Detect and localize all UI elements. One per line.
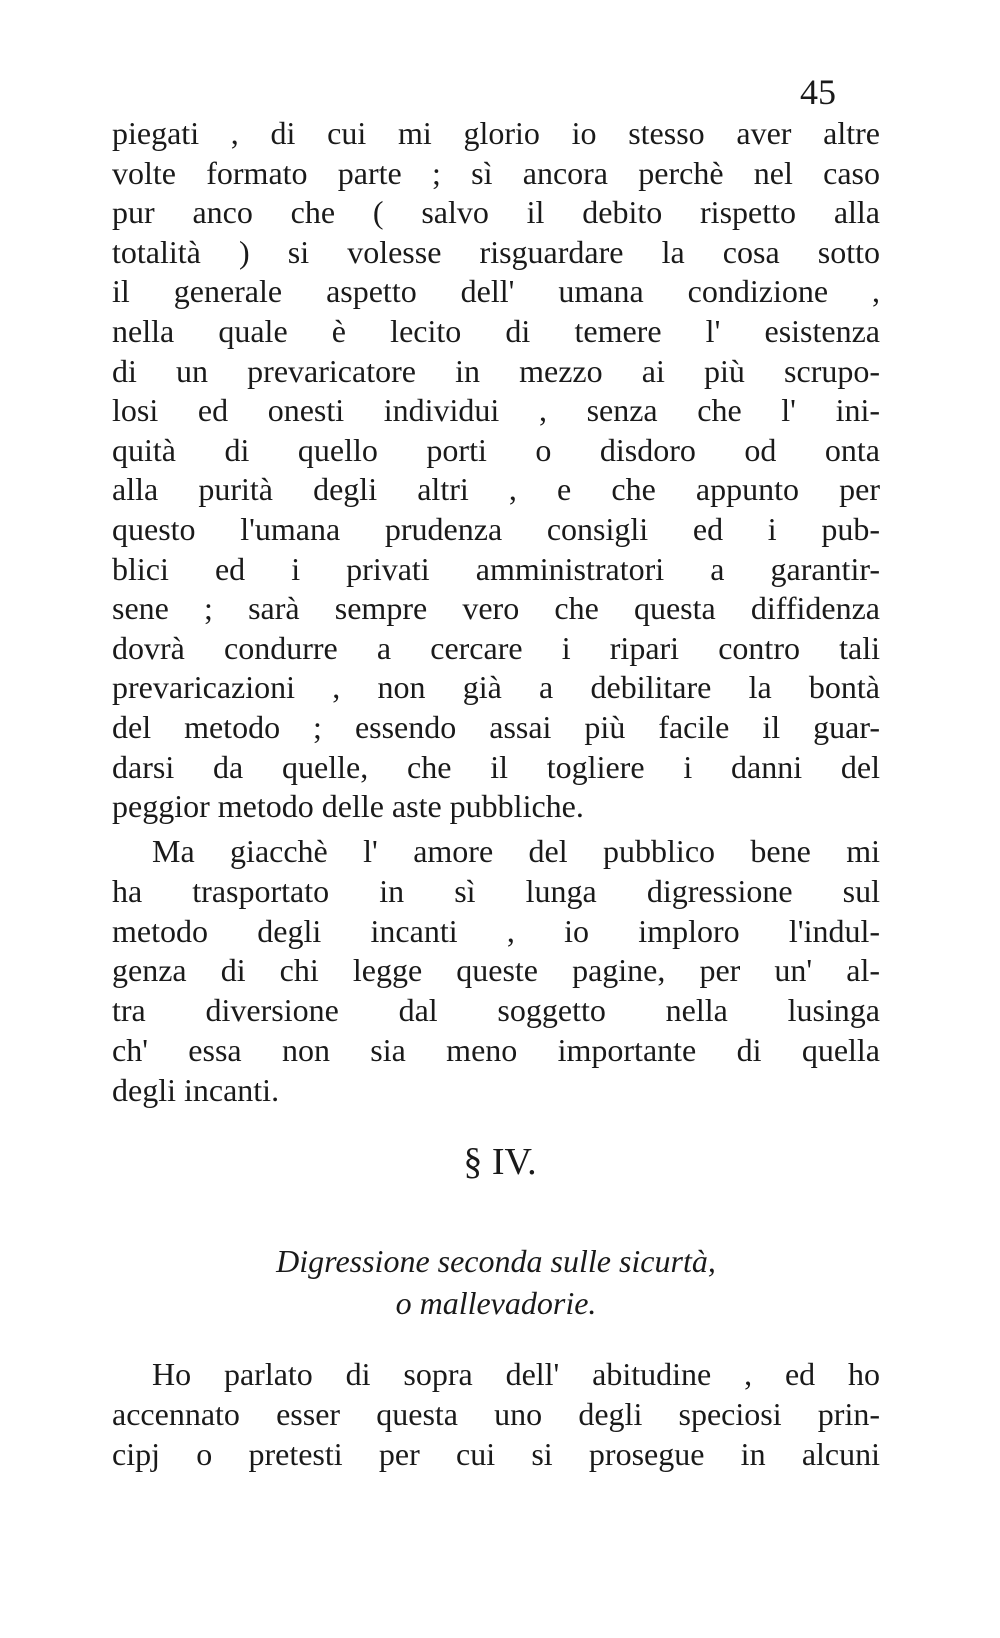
subtitle-line: o mallevadorie. [395, 1285, 597, 1321]
text-line: losi ed onesti individui , senza che l' ini- [112, 392, 880, 429]
text-line: peggior metodo delle aste pubbliche. [112, 788, 584, 825]
text-line: volte formato parte ; sì ancora perchè nel caso [112, 154, 880, 191]
text-line: del metodo ; essendo assai più facile il guar- [112, 708, 880, 745]
text-line: accennato esser questa uno degli speciosi prin- [112, 1396, 880, 1432]
text-line: blici ed i privati amministratori a garantir- [112, 550, 880, 587]
subtitle-line: Digressione seconda sulle sicurtà, [276, 1243, 716, 1279]
section-subtitle [112, 1240, 880, 1324]
section-heading: § IV. [463, 1141, 537, 1183]
text-line: Ho parlato di sopra dell' abitudine , ed ho [152, 1356, 880, 1392]
text-line: cipj o pretesti per cui si prosegue in alcuni [112, 1436, 880, 1472]
text-line: il generale aspetto dell' umana condizione , [112, 273, 880, 310]
text-line: degli incanti. [112, 1071, 280, 1108]
text-line: ha trasportato in sì lunga digressione sul [112, 872, 880, 909]
text-line: questo l'umana prudenza consigli ed i pub- [112, 510, 880, 547]
text-line: ch' essa non sia meno importante di quella [112, 1031, 880, 1068]
paragraph-section-start [112, 1354, 880, 1474]
text-line: metodo degli incanti , io imploro l'indul- [112, 912, 880, 949]
text-line: alla purità degli altri , e che appunto per [112, 471, 880, 508]
paragraph-continuation [112, 114, 880, 827]
text-line: darsi da quelle, che il togliere i danni del [112, 748, 880, 785]
text-line: dovrà condurre a cercare i ripari contro tali [112, 629, 880, 666]
text-line: tra diversione dal soggetto nella lusinga [112, 992, 880, 1029]
text-line: prevaricazioni , non già a debilitare la bontà [112, 669, 880, 706]
text-line: totalità ) si volesse risguardare la cosa sotto [112, 233, 880, 270]
text-line: genza di chi legge queste pagine, per un' al- [112, 952, 880, 989]
text-line: di un prevaricatore in mezzo ai più scrupo- [112, 352, 880, 389]
text-line: quità di quello porti o disdoro od onta [112, 431, 880, 468]
text-line: nella quale è lecito di temere l' esistenza [112, 312, 880, 349]
page-number: 45 [800, 72, 836, 112]
text-line: Ma giacchè l' amore del pubblico bene mi [152, 833, 880, 869]
text-line: sene ; sarà sempre vero che questa diffidenza [112, 590, 880, 627]
text-line: pur anco che ( salvo il debito rispetto alla [112, 194, 880, 231]
text-line: piegati , di cui mi glorio io stesso aver altre [112, 115, 880, 151]
paragraph-digression [112, 832, 880, 1111]
